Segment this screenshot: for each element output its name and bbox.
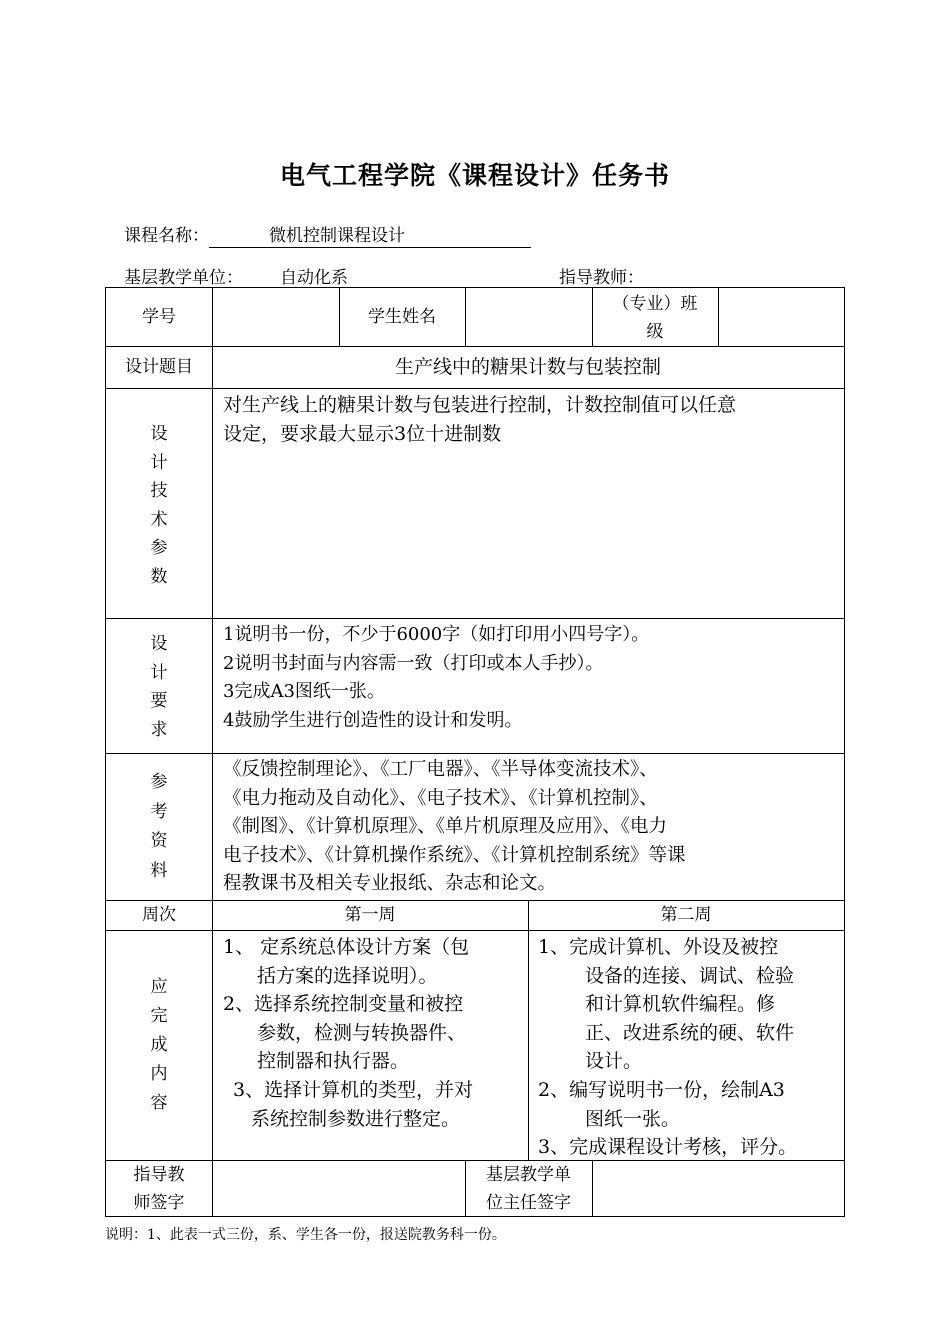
requirements-label-char: 计: [150, 662, 168, 683]
head-signature-line1: 基层教学单: [486, 1165, 571, 1185]
week2-header: 第二周: [660, 905, 712, 925]
week1-task-line: 括方案的选择说明）。: [257, 964, 438, 987]
class-label: [592, 290, 718, 346]
week1-header: 第一周: [344, 905, 396, 925]
week1-task-line: 1、 定系统总体设计方案（包: [223, 936, 470, 958]
course-name-value: 微机控制课程设计: [209, 225, 531, 248]
teacher-signature-label: [106, 1161, 212, 1217]
params-label-char: 参: [150, 538, 168, 559]
week2-task-line: 设计。: [585, 1050, 643, 1073]
student-id-label: 学号: [142, 307, 176, 327]
task-table: [105, 287, 845, 1217]
tasks-label-char: 容: [150, 1093, 168, 1113]
references-line: 程教课书及相关专业报纸、杂志和论文。: [223, 873, 557, 895]
tasks-label: [106, 973, 212, 1118]
week2-task-line: 图纸一张。: [585, 1107, 681, 1130]
week2-task-line: 3、完成课程设计考核，评分。: [538, 1136, 798, 1159]
requirements-line: 4鼓励学生进行创造性的设计和发明。: [223, 709, 523, 731]
params-label-char: 数: [150, 566, 168, 587]
student-name-field: [466, 288, 592, 346]
references-line: 《电力拖动及自动化》、《电子技术》、《计算机控制》、: [223, 787, 658, 809]
params-line: 对生产线上的糖果计数与包装进行控制，计数控制值可以任意: [223, 394, 737, 416]
requirements-line: 2说明书封面与内容需一致（打印或本人手抄）。: [223, 652, 604, 674]
row-divider: [106, 388, 844, 389]
references-label-char: 料: [150, 860, 168, 881]
requirements-line: 1说明书一份，不少于6000字（如打印用小四号字）。: [223, 624, 650, 645]
teacher-signature-line1: 指导教: [133, 1165, 185, 1185]
head-signature-label: [465, 1161, 592, 1217]
requirements-label: [106, 630, 212, 744]
week2-task-line: 正、改进系统的硬、软件: [585, 1021, 795, 1044]
requirements-label-char: 求: [150, 719, 168, 740]
teacher-label: 指导教师：: [559, 268, 644, 288]
references-label: [106, 768, 212, 886]
requirements-text: [223, 621, 839, 735]
week1-task-line: 2、选择系统控制变量和被控: [223, 993, 464, 1016]
week1-task-line: 系统控制参数进行整定。: [251, 1107, 461, 1130]
params-text: [223, 391, 839, 448]
week2-tasks: [538, 933, 840, 1162]
class-field: [719, 288, 844, 346]
unit-label: 基层教学单位：: [124, 268, 243, 288]
references-text: [223, 756, 843, 899]
week1-task-line: 3、选择计算机的类型，并对: [233, 1078, 474, 1101]
params-label-char: 设: [150, 424, 168, 444]
references-label-char: 资: [150, 831, 168, 851]
head-signature-field: [593, 1161, 844, 1216]
col-divider: [212, 288, 213, 1216]
footnote: 说明：1、此表一式三份，系、学生各一份，报送院教务科一份。: [105, 1227, 506, 1243]
requirements-label-char: 要: [150, 691, 168, 712]
topic-label: 设计题目: [125, 357, 193, 377]
col-divider: [528, 900, 529, 1160]
references-line: 《反馈控制理论》、《工厂电器》、《半导体变流技术》、: [223, 759, 658, 780]
references-label-char: 参: [150, 772, 168, 792]
row-divider: [106, 930, 844, 931]
topic-value: 生产线中的糖果计数与包装控制: [394, 355, 661, 378]
teacher-signature-field: [213, 1161, 465, 1216]
row-divider: [106, 618, 844, 619]
week2-task-line: 设备的连接、调试、检验: [585, 964, 795, 987]
tasks-label-char: 完: [150, 1006, 168, 1026]
page-title: 电气工程学院《课程设计》任务书: [279, 161, 670, 190]
student-name-label: 学生姓名: [368, 307, 436, 327]
references-label-char: 考: [150, 801, 168, 822]
tasks-label-char: 应: [150, 977, 168, 997]
unit-value: 自动化系: [280, 268, 348, 288]
weeks-label: 周次: [142, 905, 176, 925]
tasks-label-char: 内: [150, 1064, 168, 1084]
class-label-line1: （专业）班: [612, 294, 698, 314]
references-line: 《制图》、《计算机原理》、《单片机原理及应用》、《电力: [223, 816, 668, 838]
week1-task-line: 控制器和执行器。: [257, 1050, 410, 1073]
tasks-label-char: 成: [150, 1035, 168, 1055]
week1-task-line: 参数，检测与转换器件、: [257, 1021, 467, 1044]
week2-task-line: 1、完成计算机、外设及被控: [538, 936, 779, 958]
references-line: 电子技术》、《计算机操作系统》、《计算机控制系统》等课: [223, 844, 686, 866]
row-divider: [106, 753, 844, 754]
requirements-label-char: 设: [150, 634, 168, 654]
student-id-field: [213, 288, 339, 346]
params-line: 设定，要求最大显示3位十进制数: [223, 422, 502, 445]
teacher-signature-line2: 师签字: [133, 1193, 185, 1213]
week2-task-line: 和计算机软件编程。修: [585, 993, 776, 1016]
params-label-char: 技: [150, 481, 168, 502]
week2-task-line: 2、编写说明书一份，绘制A3: [538, 1078, 785, 1101]
class-label-line2: 级: [646, 322, 664, 342]
requirements-line: 3完成A3图纸一张。: [223, 681, 385, 703]
head-signature-line2: 位主任签字: [486, 1193, 571, 1213]
params-label-char: 术: [150, 509, 168, 530]
course-name-label: 课程名称：: [124, 226, 209, 246]
course-name-row: [124, 221, 531, 248]
params-label: [106, 420, 212, 592]
week1-tasks: [223, 933, 523, 1133]
params-label-char: 计: [150, 452, 168, 473]
